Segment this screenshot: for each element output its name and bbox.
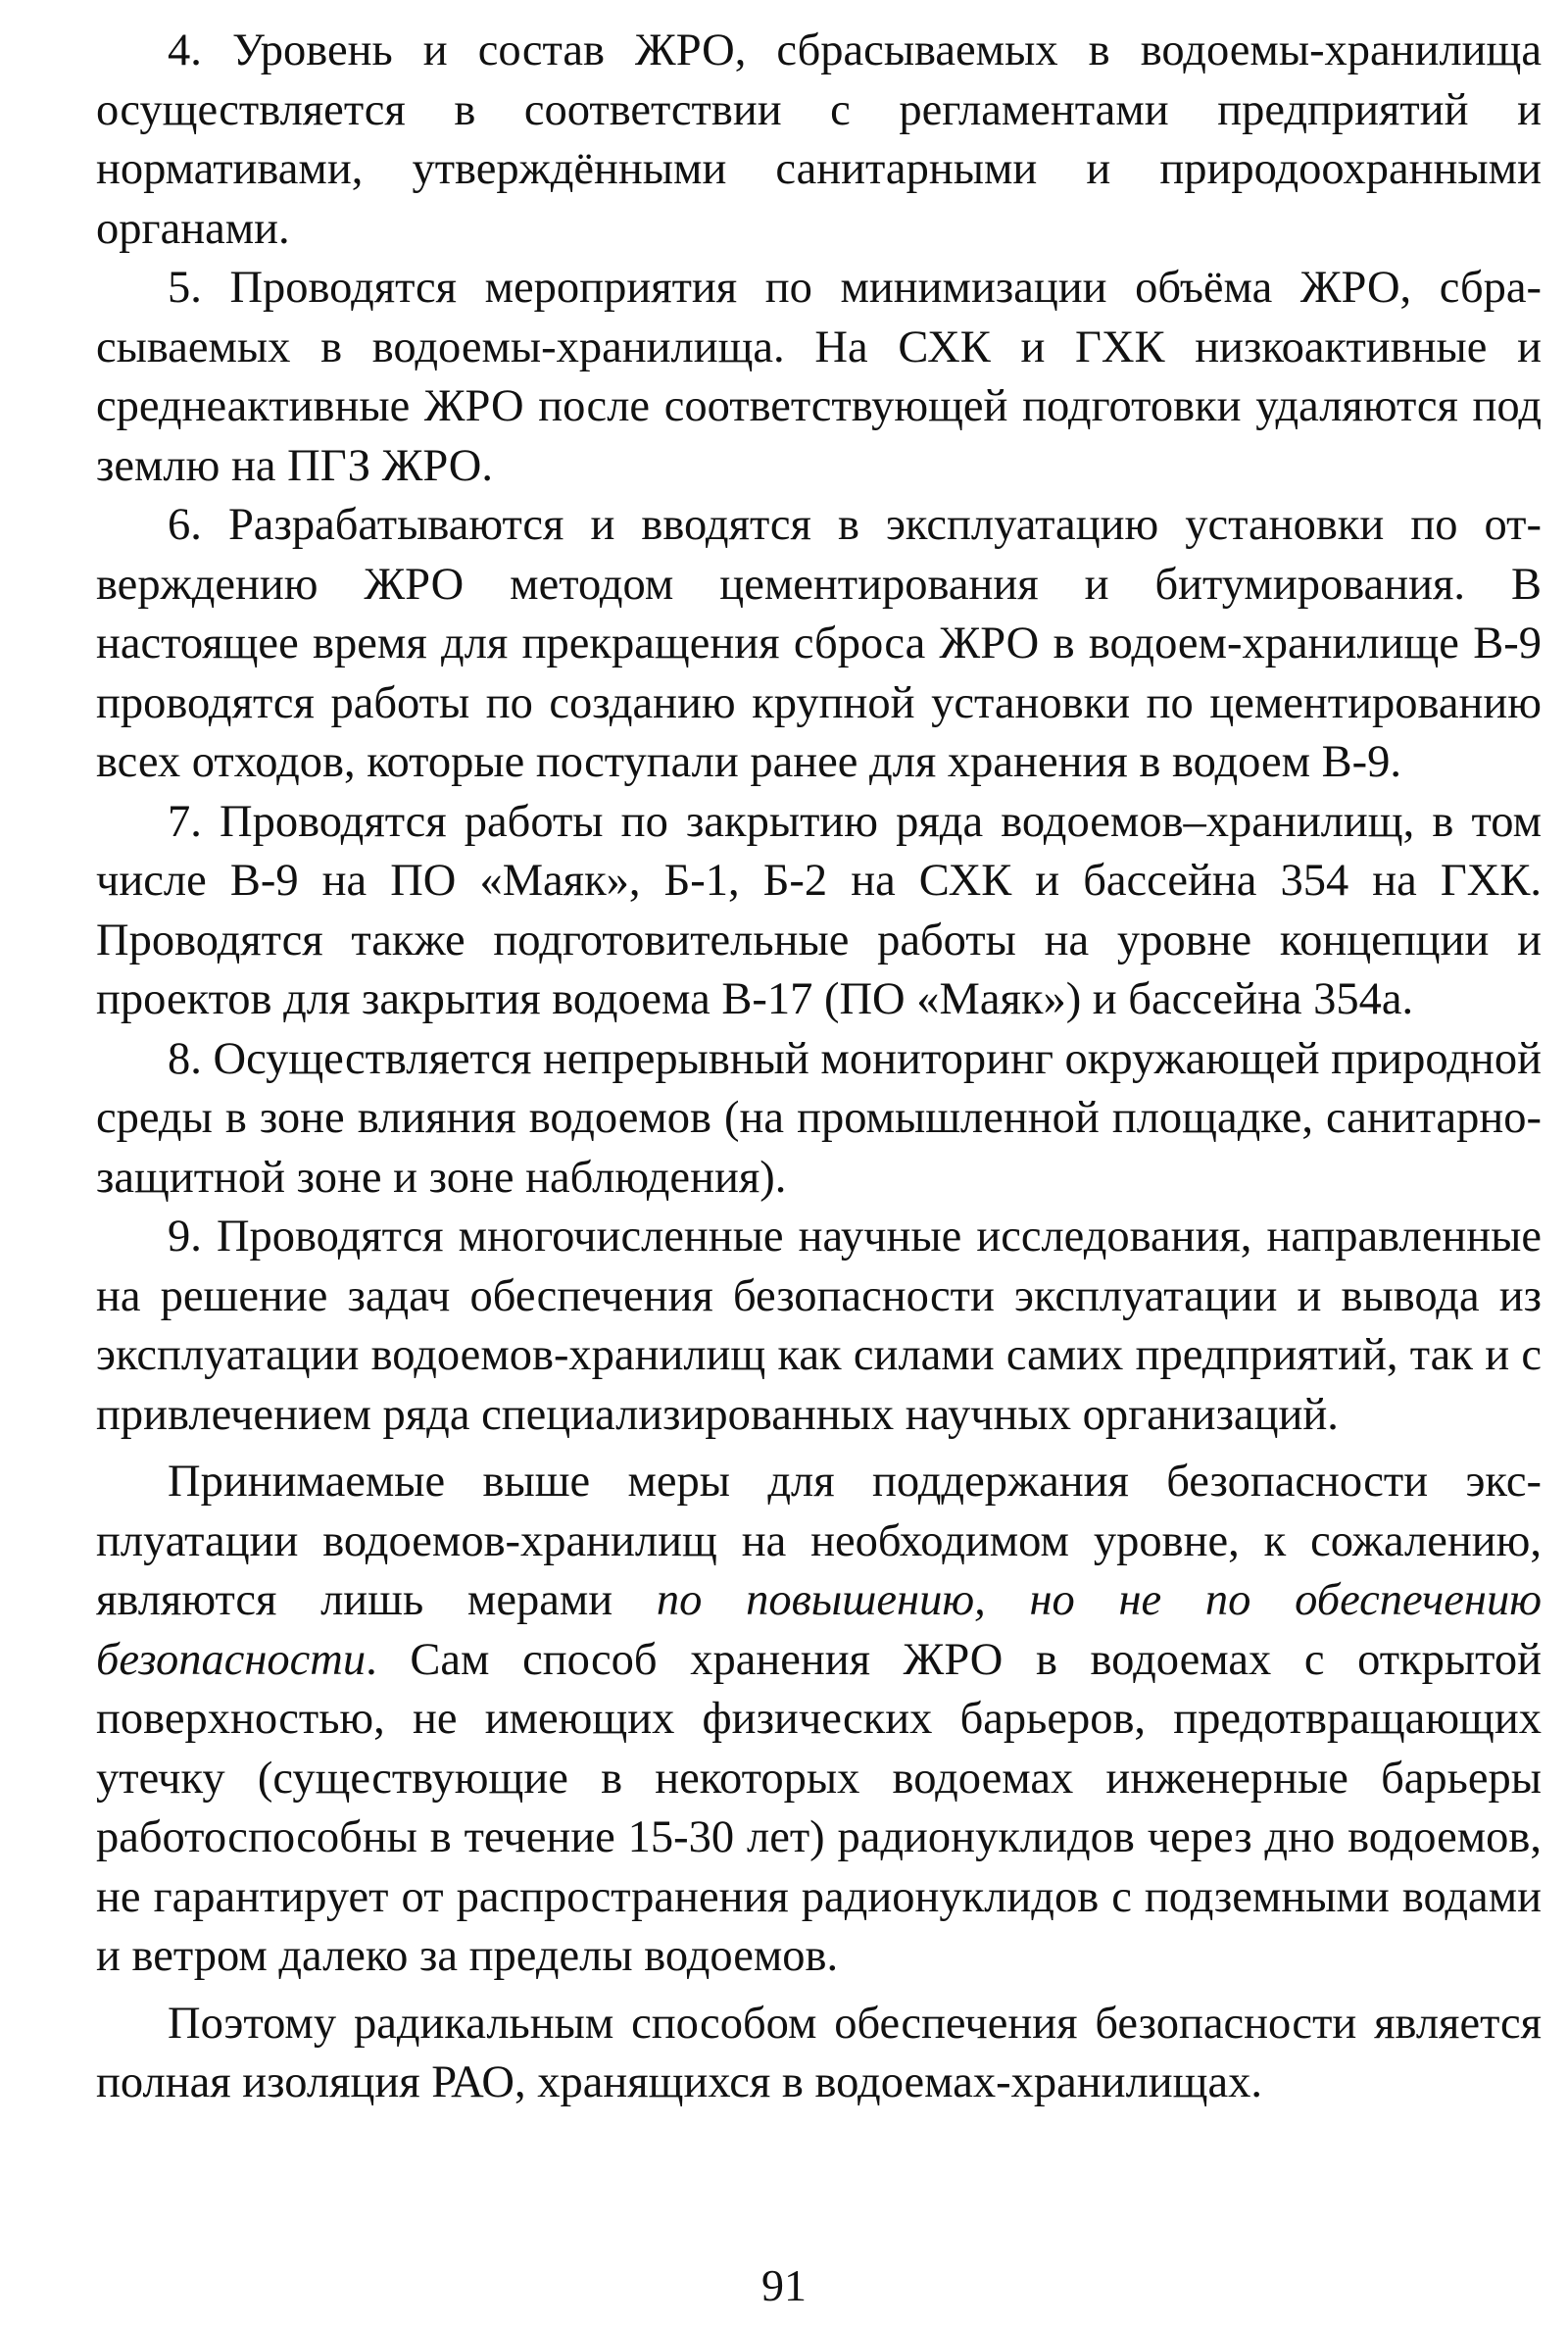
paragraph-item-6: 6. Разрабатываются и вводятся в эксплуатацию установки по отверждению ЖРО методом цементирования и битумирования. В настоящее время для прекращения сброса ЖРО в водоем-хранилище В-9 проводятся работы по созданию крупной установки по цементированию всех отходов, которые поступали ранее для хранения в водоем В-9. [96, 500, 1542, 787]
paragraph-item-5: 5. Проводятся мероприятия по минимизации объёма ЖРО, сбрасываемых в водоемы-хранилища. На СХК и ГХК низкоактивные и среднеактивные ЖРО после соответствующей подготовки удаляются под землю на ПГЗ ЖРО. [96, 263, 1542, 491]
paragraph-item-8: 8. Осуществляется непрерывный мониторинг окружающей природной среды в зоне влияния водоемов (на промышленной площадке, санитарно-защитной зоне и зоне наблюдения). [96, 1033, 1542, 1203]
emphasis-text: по повышению, но не по обеспечению безопасности [96, 1575, 1542, 1685]
page-body [96, 22, 1542, 2113]
paragraph-item-4: 4. Уровень и состав ЖРО, сбрасываемых в водоемы-хранилища осуществляется в соответствии с регламентами предприятий и нормативами, утверждёнными санитарными и природоохранными органами. [96, 25, 1542, 254]
paragraph-measures: Принимаемые выше меры для поддержания безопасности эксплуатации водоемов-хранилищ на необходимом уровне, к сожалению, являются лишь мерами по повышению, но не по обеспечению безопасности. Сам способ хранения ЖРО в водоемах с открытой поверхностью, не имеющих физических барьеров, предотвращающих утечку (существующие в некоторых водоемах инженерные барьеры работоспособны в течение 15-30 лет) радионуклидов через дно водоемов, не гарантирует от распространения радионуклидов с подземными водами и ветром далеко за пределы водоемов. [96, 1457, 1542, 1981]
page-number: 91 [761, 2260, 807, 2310]
paragraph-item-9: 9. Проводятся многочисленные научные исследования, направленные на решение задач обеспечения безопасности эксплуатации и вывода из эксплуатации водоемов-хранилищ как силами самих предприятий, так и с привлечением ряда специализированных научных организаций. [96, 1212, 1542, 1440]
paragraph-item-7: 7. Проводятся работы по закрытию ряда водоемов–хранилищ, в том числе В-9 на ПО «Маяк», Б-1, Б-2 на СХК и бассейна 354 на ГХК. Проводятся также подготовительные работы на уровне концепции и проектов для закрытия водоема В-17 (ПО «Маяк») и бассейна 354а. [96, 796, 1542, 1024]
paragraph-conclusion: Поэтому радикальным способом обеспечения безопасности является полная изоляция РАО, хранящихся в водоемах-хранилищах. [96, 1998, 1542, 2107]
